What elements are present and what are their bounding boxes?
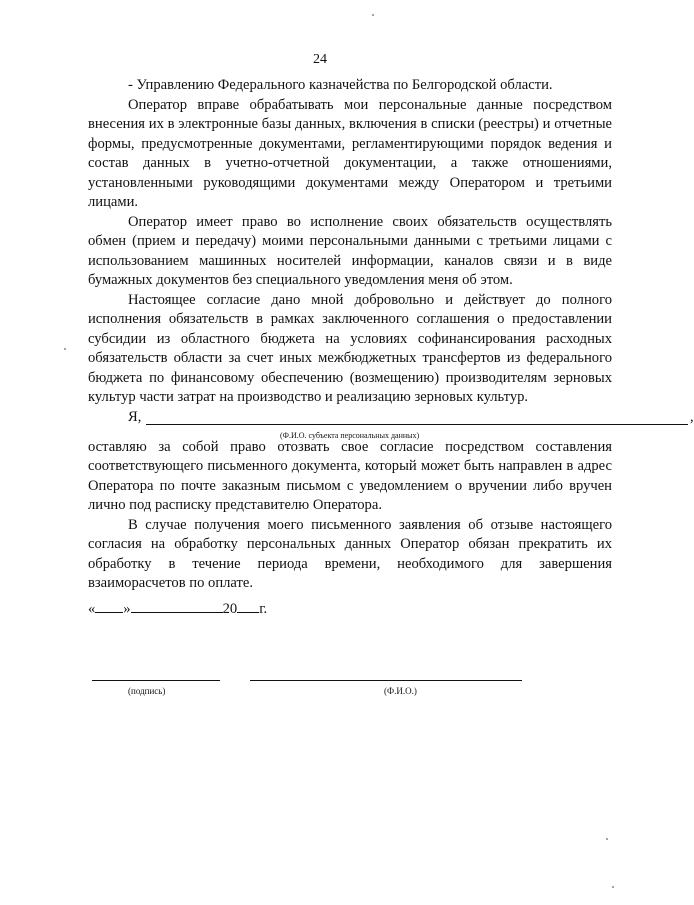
fio-prefix: Я, xyxy=(128,408,142,425)
page-number: 24 xyxy=(313,52,327,67)
date-open-quote: « xyxy=(88,601,96,617)
paragraph-withdrawal-processing: В случае получения моего письменного заявления об отзыве настоящего согласия на обработку персональных данных Оператор обязан прекратить их обработку в течение периода времени, необходимого для завершения взаиморасчетов по оплате. xyxy=(88,516,612,591)
paragraph-withdrawal-right: оставляю за собой право отозвать свое согласие посредством составления соответствующего письменного документа, который может быть направлен в адрес Оператора по почте заказным письмом с уведомлением о вручении либо вручен лично под расписку представителю Оператора. xyxy=(88,438,612,513)
scan-speck xyxy=(606,838,608,840)
scan-speck xyxy=(372,14,374,16)
year-suffix: г. xyxy=(259,601,268,617)
fio-underline xyxy=(146,424,688,425)
scan-speck xyxy=(612,886,614,888)
date-close-quote: » xyxy=(123,601,131,617)
signature-block xyxy=(0,680,640,710)
date-field xyxy=(88,598,267,618)
paragraph-recipient: - Управлению Федерального казначейства по Белгородской области. xyxy=(128,77,553,93)
fio-suffix: , xyxy=(690,408,694,425)
paragraph-data-exchange: Оператор имеет право во исполнение своих обязательств осуществлять обмен (прием и передачу) моими персональными данными с третьими лицами с использованием машинных носителей информации, каналов связи и в виде бумажных документов без специального уведомления меня об этом. xyxy=(88,213,612,288)
day-blank xyxy=(95,598,123,613)
paragraph-consent-duration: Настоящее согласие дано мной добровольно и действует до полного исполнения обязательств в рамках заключенного соглашения о предоставлении субсидии из областного бюджета на условиях софинансирования расходных обязательств области за счет иных межбюджетных трансфертов из федерального бюджета по финансовому обеспечению (возмещению) производителям зерновых культур части затрат на производство и реализацию зерновых культур. xyxy=(88,291,612,405)
fio-caption: (Ф.И.О. субъекта персональных данных) xyxy=(280,430,420,440)
month-blank xyxy=(131,598,223,613)
signature-caption: (подпись) xyxy=(128,686,166,696)
year-blank xyxy=(237,598,259,613)
paragraph-processing-rights: Оператор вправе обрабатывать мои персональные данные посредством внесения их в электронные базы данных, включения в списки (реестры) и отчетные формы, предусмотренные документами, регламентирующими порядок ведения и состав данных в учетно-отчетной документации, а также отношениями, установленными руководящими документами между Оператором и третьими лицами. xyxy=(88,96,612,210)
name-line xyxy=(250,680,522,681)
document-body xyxy=(88,76,694,594)
fio-field xyxy=(88,408,694,440)
scan-speck xyxy=(64,348,66,350)
year-prefix: 20 xyxy=(222,601,238,617)
name-caption: (Ф.И.О.) xyxy=(384,686,417,696)
signature-line xyxy=(92,680,220,681)
